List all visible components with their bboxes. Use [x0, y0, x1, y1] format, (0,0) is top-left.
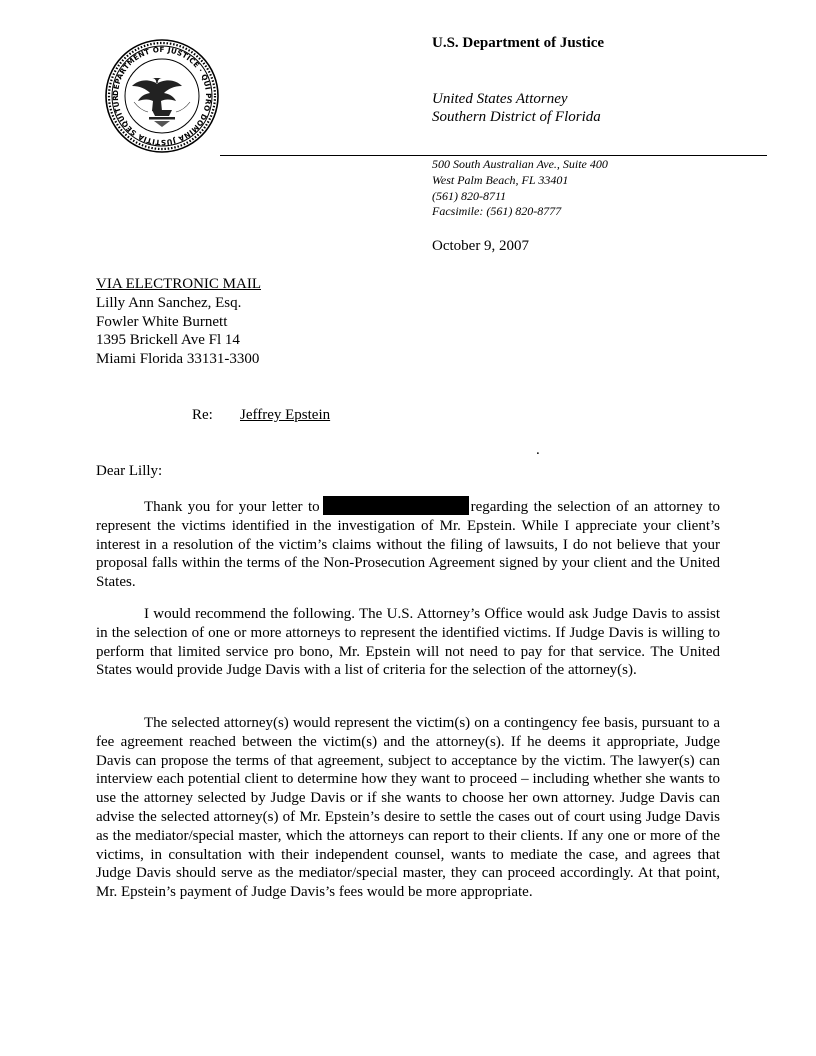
re-label: Re:	[192, 407, 213, 423]
recipient-street: 1395 Brickell Ave Fl 14	[96, 332, 240, 348]
recipient-name: Lilly Ann Sanchez, Esq.	[96, 295, 242, 311]
body-paragraph-2: I would recommend the following. The U.S. Attorney’s Office would ask Judge Davis to assist in the selection of one or more attorneys to represent the identified victims. If Judge Davis is willing to perform that limited service pro bono, Mr. Epstein will not need to pay for that service. The United States would provide Judge Davis with a list of criteria for the selection of the attorney(s).	[96, 606, 720, 679]
doj-seal	[104, 38, 220, 154]
body-paragraph-3: The selected attorney(s) would represent the victim(s) on a contingency fee basis, pursuant to a fee agreement reached between the victim(s) and the attorney(s). If he deems it appropriate, Judge Davis can propose the terms of that agreement, subject to acceptance by the victim. The lawyer(s) can interview each potential client to determine how they want to proceed – including whether she wants to use the attorney selected by Judge Davis or if she wants to choose her own attorney. Judge Davis can advise the selected attorney(s) of Mr. Epstein’s desire to settle the cases out of court using Judge Davis as the mediator/special master, which the attorneys can report to their clients. If any one or more of the victims, in consultation with their independent counsel, wants to mediate the case, and agrees that Judge Davis should serve as the mediator/special master, they can proceed accordingly. At that point, Mr. Epstein’s payment of Judge Davis’s fees would be more appropriate.	[96, 715, 720, 901]
svg-text:DEPARTMENT OF JUSTICE · QUI PR: DEPARTMENT OF JUSTICE · QUI PRO DOMINA JUSTITIA SEQUITUR	[110, 44, 214, 148]
office-phone: (561) 820-8711	[432, 189, 507, 203]
salutation: Dear Lilly:	[96, 463, 163, 479]
office-title: United States Attorney	[432, 91, 568, 107]
office-city: West Palm Beach, FL 33401	[432, 173, 569, 187]
department-name: U.S. Department of Justice	[432, 35, 605, 51]
p1-text-before: Thank you for your letter to	[144, 499, 320, 515]
recipient-city: Miami Florida 33131-3300	[96, 351, 260, 367]
delivery-method: VIA ELECTRONIC MAIL	[96, 276, 261, 292]
letterhead-rule	[220, 155, 767, 156]
doj-seal-icon	[104, 38, 220, 154]
re-subject: Jeffrey Epstein	[240, 407, 331, 423]
stray-mark: .	[536, 442, 540, 458]
p1-text-after: regarding the selection of an attorney to represent the victims identified in the investigation of Mr. Epstein. While I appreciate your client’s interest in a resolution of the victim’s claims without the filing of lawsuits, I do not believe that your proposal falls within the terms of the Non-Prosecution Agreement signed by your client and the United States.	[96, 499, 720, 591]
office-street: 500 South Australian Ave., Suite 400	[432, 157, 608, 171]
office-district: Southern District of Florida	[432, 109, 601, 125]
recipient-firm: Fowler White Burnett	[96, 314, 228, 330]
office-fax: Facsimile: (561) 820-8777	[432, 204, 562, 218]
redaction-block	[323, 496, 469, 515]
letter-date: October 9, 2007	[432, 238, 530, 254]
body-paragraph-1	[96, 496, 720, 592]
